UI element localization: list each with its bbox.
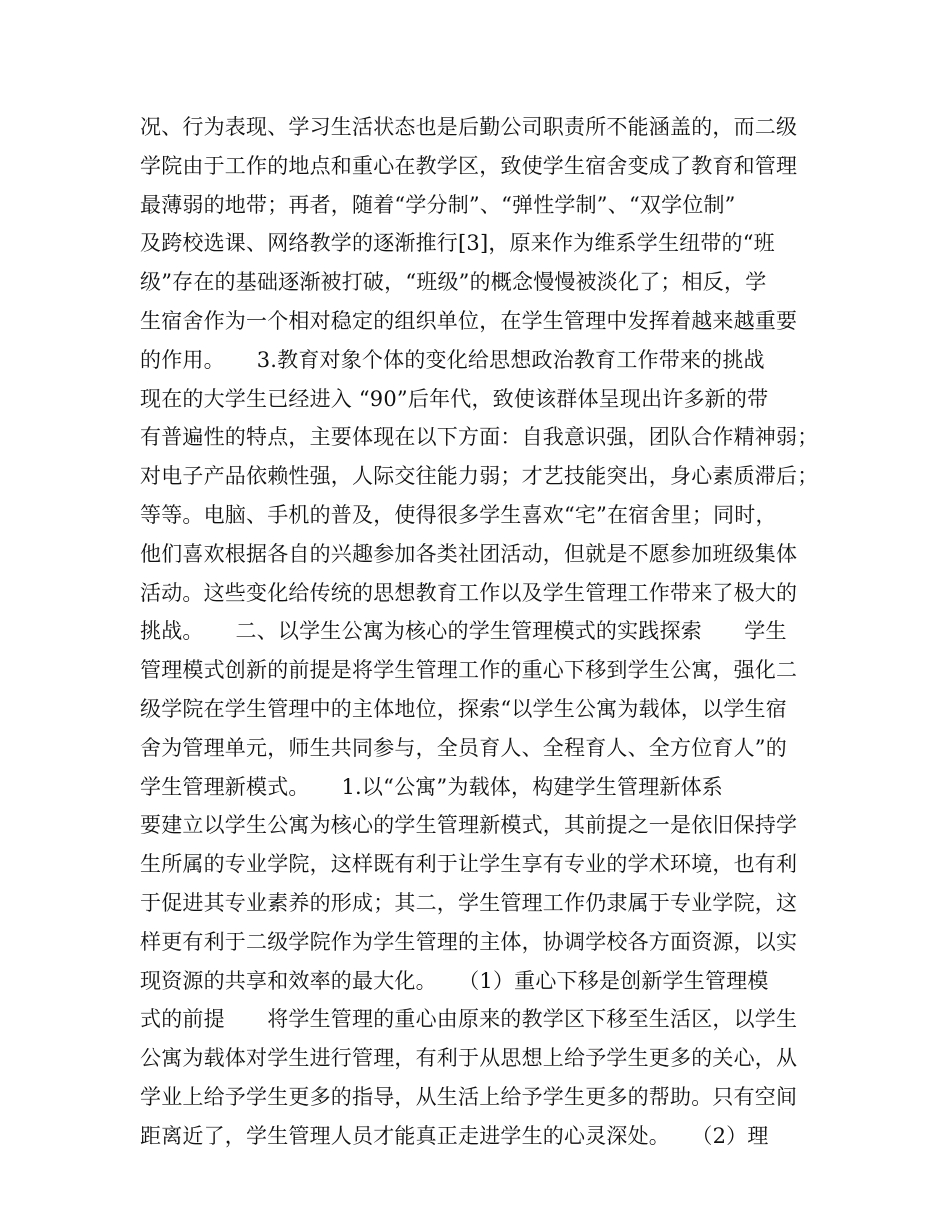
text-line: 况、行为表现、学习生活状态也是后勤公司职责所不能涵盖的，而二级 xyxy=(140,115,798,139)
text-line: 有普遍性的特点，主要体现在以下方面：自我意识强，团队合作精神弱； xyxy=(140,425,819,450)
text-line: 公寓为载体对学生进行管理，有利于从思想上给予学生更多的关心，从 xyxy=(140,1046,798,1071)
text-line: 学生管理新模式。 1.以“公寓”为载体，构建学生管理新体系 xyxy=(140,774,724,799)
text-line: 距离近了，学生管理人员才能真正走进学生的心灵深处。 （2）理 xyxy=(140,1123,769,1148)
text-line: 对电子产品依赖性强，人际交往能力弱；才艺技能突出，身心素质滞后； xyxy=(140,464,819,489)
text-line: 样更有利于二级学院作为学生管理的主体，协调学校各方面资源，以实 xyxy=(140,929,798,954)
text-line: 的作用。 3.教育对象个体的变化给思想政治教育工作带来的挑战 xyxy=(140,347,765,372)
text-line: 要建立以学生公寓为核心的学生管理新模式，其前提之一是依旧保持学 xyxy=(140,813,798,838)
text-line: 他们喜欢根据各自的兴趣参加各类社团活动，但就是不愿参加班级集体 xyxy=(140,541,798,566)
text-line: 及跨校选课、网络教学的逐渐推行[3]，原来作为维系学生纽带的“班 xyxy=(140,231,775,256)
text-line: 挑战。 二、以学生公寓为核心的学生管理模式的实践探索 学生 xyxy=(140,619,787,644)
body-text xyxy=(140,108,820,1156)
text-line: 活动。这些变化给传统的思想教育工作以及学生管理工作带来了极大的 xyxy=(140,580,798,605)
text-line: 于促进其专业素养的形成；其二，学生管理工作仍隶属于专业学院，这 xyxy=(140,890,798,915)
text-line: 管理模式创新的前提是将学生管理工作的重心下移到学生公寓，强化二 xyxy=(140,658,798,683)
text-line: 学业上给予学生更多的指导，从生活上给予学生更多的帮助。只有空间 xyxy=(140,1084,798,1109)
text-line: 现在的大学生已经进入 “90”后年代，致使该群体呈现出许多新的带 xyxy=(140,386,769,411)
text-line: 现资源的共享和效率的最大化。 （1）重心下移是创新学生管理模 xyxy=(140,968,769,993)
text-line: 生所属的专业学院，这样既有利于让学生享有专业的学术环境，也有利 xyxy=(140,852,798,877)
text-line: 最薄弱的地带；再者，随着“学分制”、“弹性学制”、“双学位制” xyxy=(140,192,736,217)
text-line: 等等。电脑、手机的普及，使得很多学生喜欢“宅”在宿舍里；同时， xyxy=(140,502,777,527)
text-line: 舍为管理单元，师生共同参与，全员育人、全程育人、全方位育人”的 xyxy=(140,735,787,760)
text-line: 式的前提 将学生管理的重心由原来的教学区下移至生活区，以学生 xyxy=(140,1007,798,1032)
text-line: 学院由于工作的地点和重心在教学区，致使学生宿舍变成了教育和管理 xyxy=(140,153,798,178)
text-line: 生宿舍作为一个相对稳定的组织单位，在学生管理中发挥着越来越重要 xyxy=(140,308,798,333)
text-line: 级”存在的基础逐渐被打破，“班级”的概念慢慢被淡化了；相反，学 xyxy=(140,270,767,295)
text-line: 级学院在学生管理中的主体地位，探索“以学生公寓为载体，以学生宿 xyxy=(140,696,787,721)
